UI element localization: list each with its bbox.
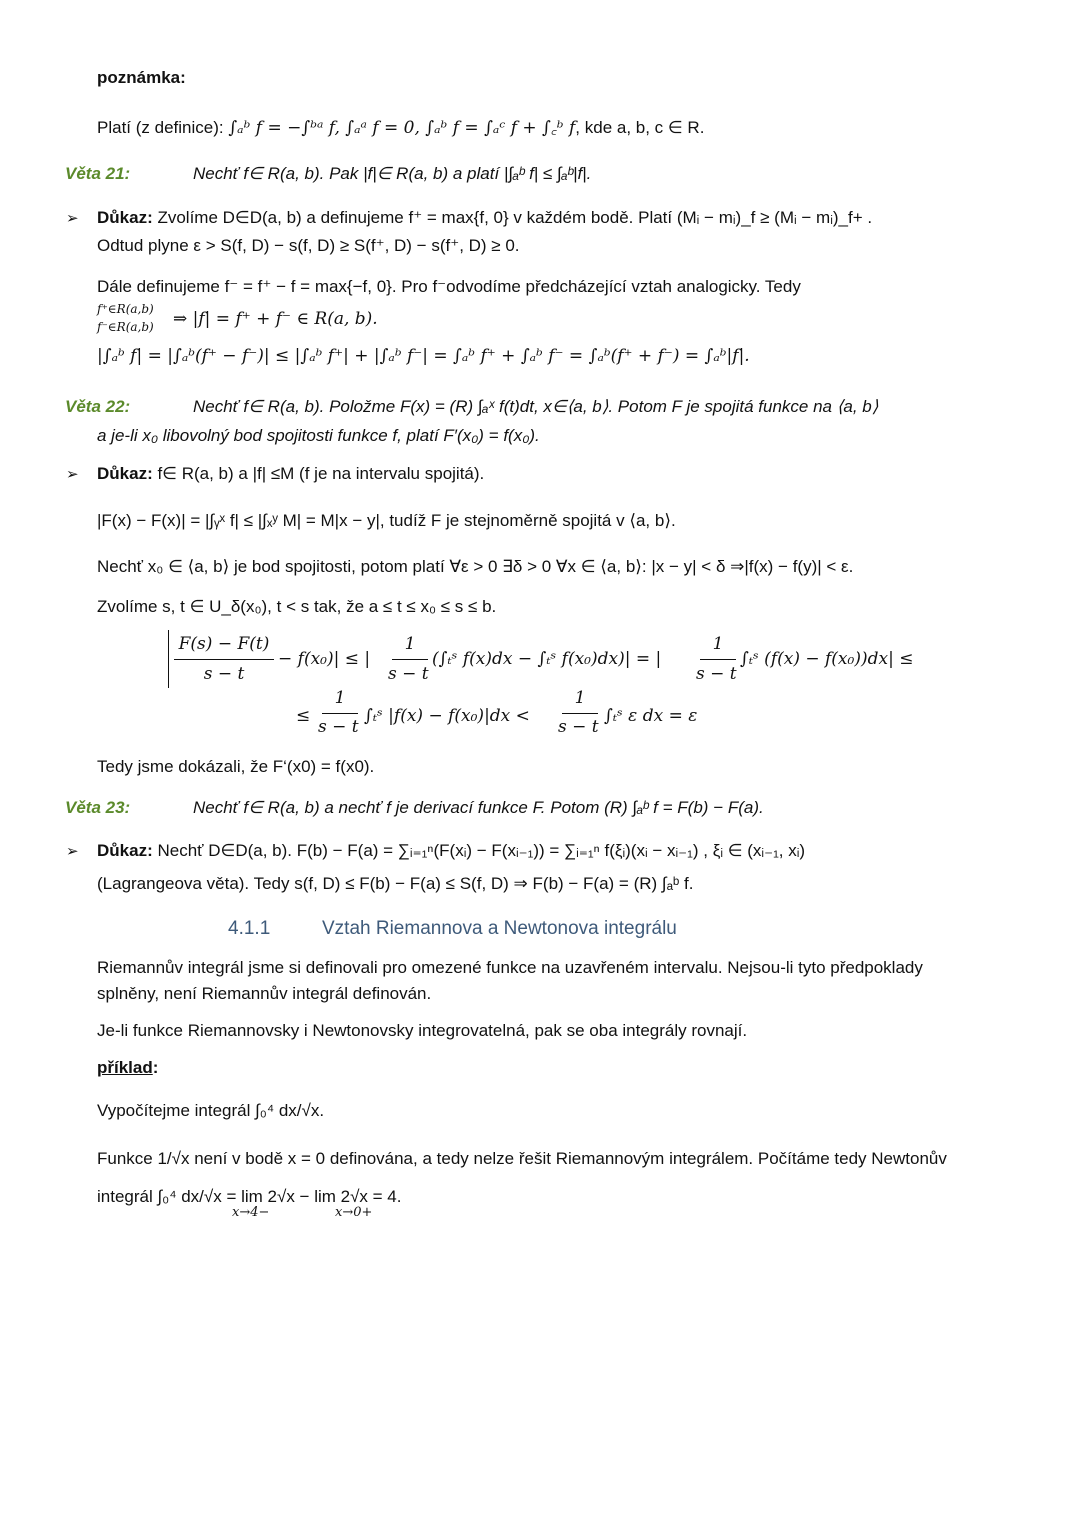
- fraction-part-d: ≤: [296, 706, 311, 726]
- fraction-part-e: ∫ₜˢ |f(x) − f(x₀)|dx <: [364, 706, 530, 726]
- note-formula: ∫ₐᵇ f = −∫ᵇᵃ f, ∫ₐᵃ f = 0, ∫ₐᵇ f = ∫ₐᶜ f + ∫꜀ᵇ f: [228, 118, 576, 138]
- theorem-23-statement: Nechť f∈ R(a, b) a nechť f je derivací funkce F. Potom (R) ∫ₐᵇ f = F(b) − F(a).: [193, 798, 764, 817]
- body-p2: Je-li funkce Riemannovsky i Newtonovsky integrovatelná, pak se oba integrály rovnají.: [97, 1021, 748, 1040]
- proof-22-line2: |F(x) − F(x)| = |∫ᵧˣ f| ≤ |∫ₓʸ M| = M|x − y|, tudíž F je stejnoměrně spojitá v ⟨a, b⟩.: [97, 511, 676, 530]
- fraction-part-c: ∫ₜˢ (f(x) − f(x₀))dx| ≤: [740, 649, 914, 669]
- proof-21-line4: ⇒ |f| = f⁺ + f⁻ ∈ R(a, b).: [173, 309, 378, 329]
- frac-st-b: s − t: [696, 664, 737, 684]
- proof-22-line4: Zvolíme s, t ∈ U_δ(x₀), t < s tak, že a ≤ t ≤ x₀ ≤ s ≤ b.: [97, 597, 497, 616]
- proof-21-line3: Dále definujeme f⁻ = f⁺ − f = max{−f, 0}. Pro f⁻odvodíme předcházející vztah analogicky. Tedy: [97, 277, 801, 296]
- section-title: Vztah Riemannova a Newtonova integrálu: [322, 918, 677, 939]
- proof-23-line1: Důkaz: Nechť D∈D(a, b). F(b) − F(a) = ∑ᵢ₌₁ⁿ(F(xᵢ) − F(xᵢ₋₁)) = ∑ᵢ₌₁ⁿ f(ξᵢ)(xᵢ − xᵢ₋₁) , ξᵢ ∈ (xᵢ₋₁, xᵢ): [97, 841, 806, 860]
- example-line3: integrál ∫₀⁴ dx/√x = lim 2√x − lim 2√x = 4.: [97, 1187, 402, 1206]
- proof-21-line5: |∫ₐᵇ f| = |∫ₐᵇ(f⁺ − f⁻)| ≤ |∫ₐᵇ f⁺| + |∫ₐᵇ f⁻| = ∫ₐᵇ f⁺ + ∫ₐᵇ f⁻ = ∫ₐᵇ(f⁺ + f⁻) = ∫ₐᵇ|f|.: [97, 346, 750, 366]
- frac-one-a: 1: [404, 634, 416, 654]
- proof-22-line1: Důkaz: f∈ R(a, b) a |f| ≤M (f je na intervalu spojitá).: [97, 464, 485, 483]
- proof-22-conclusion: Tedy jsme dokázali, že F‘(x0) = f(x0).: [97, 757, 375, 776]
- proof-23-line2: (Lagrangeova věta). Tedy s(f, D) ≤ F(b) − F(a) ≤ S(f, D) ⇒ F(b) − F(a) = (R) ∫ₐᵇ f.: [97, 874, 694, 893]
- frac-st-d: s − t: [558, 717, 599, 737]
- body-p1-line2: splněny, není Riemannův integrál definován.: [97, 984, 432, 1003]
- theorem-22-statement1: Nechť f∈ R(a, b). Položme F(x) = (R) ∫ₐˣ f(t)dt, x∈⟨a, b⟩. Potom F je spojitá funkce na ⟨a, b⟩: [193, 397, 879, 416]
- abs-bar-left: [168, 630, 169, 688]
- frac-one-c: 1: [334, 688, 346, 708]
- body-p1-line1: Riemannův integrál jsme si definovali pro omezené funkce na uzavřeném intervalu. Nejsou-li tyto předpoklady: [97, 958, 923, 977]
- theorem-22-label: Věta 22:: [65, 397, 131, 416]
- proof-21-cond1: f⁺∈R(a,b): [97, 302, 154, 316]
- bullet-arrow-icon: ➢: [66, 843, 79, 860]
- theorem-23-label: Věta 23:: [65, 798, 131, 817]
- frac-st-a: s − t: [388, 664, 429, 684]
- fraction-part-a: − f(x₀)| ≤ |: [278, 649, 371, 669]
- example-line1: Vypočítejme integrál ∫₀⁴ dx/√x.: [97, 1101, 325, 1120]
- frac-line: [392, 659, 428, 660]
- section-number: 4.1.1: [228, 918, 271, 939]
- bullet-arrow-icon: ➢: [66, 466, 79, 483]
- theorem-22-statement2: a je-li x₀ libovolný bod spojitosti funkce f, platí F′(x₀) = f(x₀).: [97, 426, 540, 445]
- proof-21-line2: Odtud plyne ε > S(f, D) − s(f, D) ≥ S(f⁺, D) − s(f⁺, D) ≥ 0.: [97, 236, 520, 255]
- example-line2: Funkce 1/√x není v bodě x = 0 definována, a tedy nelze řešit Riemannovým integrálem. Počítáme tedy Newtonův: [97, 1149, 947, 1168]
- note-heading: poznámka:: [97, 68, 186, 87]
- frac-st-c: s − t: [318, 717, 359, 737]
- frac-one-b: 1: [712, 634, 724, 654]
- theorem-21-statement: Nechť f∈ R(a, b). Pak |f|∈ R(a, b) a platí |∫ₐᵇ f| ≤ ∫ₐᵇ|f|.: [193, 164, 592, 183]
- frac-numerator: F(s) − F(t): [178, 634, 270, 654]
- example-heading: příklad:: [97, 1058, 159, 1077]
- frac-line: [700, 659, 736, 660]
- fraction-part-f: ∫ₜˢ ε dx = ε: [604, 706, 698, 726]
- limit-subscript-1: x→4−: [232, 1205, 270, 1220]
- frac-line: [322, 713, 358, 714]
- fraction-part-b: (∫ₜˢ f(x)dx − ∫ₜˢ f(x₀)dx)| = |: [432, 649, 662, 669]
- theorem-21-label: Věta 21:: [65, 164, 131, 183]
- proof-22-line3: Nechť x₀ ∈ ⟨a, b⟩ je bod spojitosti, potom platí ∀ε > 0 ∃δ > 0 ∀x ∈ ⟨a, b⟩: |x − y| < δ ⇒|f(x) − f(y)| < ε.: [97, 557, 854, 576]
- bullet-arrow-icon: ➢: [66, 210, 79, 227]
- frac-line: [562, 713, 598, 714]
- limit-subscript-2: x→0+: [335, 1205, 373, 1220]
- proof-21-line1: Důkaz: Zvolíme D∈D(a, b) a definujeme f⁺ = max{f, 0} v každém bodě. Platí (Mᵢ − mᵢ)_f ≥ (Mᵢ − mᵢ)_f+ .: [97, 208, 873, 227]
- frac-line: [174, 659, 274, 660]
- note-text: Platí (z definice): ∫ₐᵇ f = −∫ᵇᵃ f, ∫ₐᵃ f = 0, ∫ₐᵇ f = ∫ₐᶜ f + ∫꜀ᵇ f, kde a, b, c ∈ R.: [97, 118, 705, 138]
- proof-21-cond2: f⁻∈R(a,b): [97, 320, 154, 334]
- frac-one-d: 1: [574, 688, 586, 708]
- frac-denominator: s − t: [203, 664, 245, 684]
